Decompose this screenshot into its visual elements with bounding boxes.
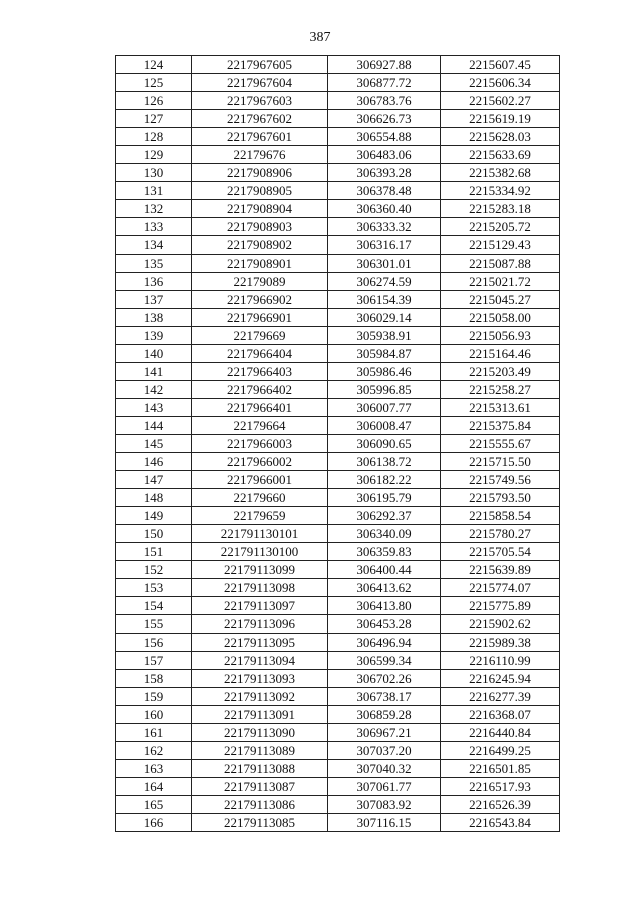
point-id-cell: 2217908904	[192, 200, 328, 218]
row-number-cell: 139	[116, 326, 192, 344]
x-coordinate-cell: 306340.09	[328, 525, 441, 543]
y-coordinate-cell: 2216526.39	[441, 795, 560, 813]
point-id-cell: 2217908902	[192, 236, 328, 254]
row-number-cell: 148	[116, 489, 192, 507]
y-coordinate-cell: 2215129.43	[441, 236, 560, 254]
table-row	[116, 669, 560, 687]
x-coordinate-cell: 306927.88	[328, 56, 441, 74]
y-coordinate-cell: 2215775.89	[441, 597, 560, 615]
y-coordinate-cell: 2215258.27	[441, 380, 560, 398]
point-id-cell: 2217966901	[192, 308, 328, 326]
point-id-cell: 2217908901	[192, 254, 328, 272]
table-row	[116, 272, 560, 290]
y-coordinate-cell: 2215334.92	[441, 182, 560, 200]
point-id-cell: 221791130101	[192, 525, 328, 543]
table-row	[116, 777, 560, 795]
row-number-cell: 146	[116, 453, 192, 471]
y-coordinate-cell: 2215705.54	[441, 543, 560, 561]
y-coordinate-cell: 2215633.69	[441, 146, 560, 164]
row-number-cell: 128	[116, 128, 192, 146]
row-number-cell: 131	[116, 182, 192, 200]
row-number-cell: 144	[116, 416, 192, 434]
row-number-cell: 149	[116, 507, 192, 525]
table-row	[116, 525, 560, 543]
table-row	[116, 416, 560, 434]
row-number-cell: 165	[116, 795, 192, 813]
row-number-cell: 132	[116, 200, 192, 218]
x-coordinate-cell: 306483.06	[328, 146, 441, 164]
table-row	[116, 579, 560, 597]
x-coordinate-cell: 306393.28	[328, 164, 441, 182]
y-coordinate-cell: 2215639.89	[441, 561, 560, 579]
x-coordinate-cell: 306626.73	[328, 110, 441, 128]
table-row	[116, 687, 560, 705]
y-coordinate-cell: 2216277.39	[441, 687, 560, 705]
x-coordinate-cell: 306877.72	[328, 74, 441, 92]
point-id-cell: 22179113086	[192, 795, 328, 813]
y-coordinate-cell: 2215058.00	[441, 308, 560, 326]
table-row	[116, 218, 560, 236]
y-coordinate-cell: 2215749.56	[441, 471, 560, 489]
coordinates-table	[115, 55, 560, 832]
row-number-cell: 127	[116, 110, 192, 128]
y-coordinate-cell: 2215602.27	[441, 92, 560, 110]
point-id-cell: 22179113094	[192, 651, 328, 669]
table-row	[116, 128, 560, 146]
table-row	[116, 182, 560, 200]
row-number-cell: 150	[116, 525, 192, 543]
y-coordinate-cell: 2216501.85	[441, 759, 560, 777]
y-coordinate-cell: 2216110.99	[441, 651, 560, 669]
table-row	[116, 110, 560, 128]
table-row	[116, 254, 560, 272]
y-coordinate-cell: 2215283.18	[441, 200, 560, 218]
y-coordinate-cell: 2215205.72	[441, 218, 560, 236]
table-row	[116, 236, 560, 254]
table-row	[116, 651, 560, 669]
row-number-cell: 134	[116, 236, 192, 254]
x-coordinate-cell: 307061.77	[328, 777, 441, 795]
y-coordinate-cell: 2215902.62	[441, 615, 560, 633]
row-number-cell: 156	[116, 633, 192, 651]
y-coordinate-cell: 2215774.07	[441, 579, 560, 597]
y-coordinate-cell: 2215375.84	[441, 416, 560, 434]
row-number-cell: 124	[116, 56, 192, 74]
y-coordinate-cell: 2215606.34	[441, 74, 560, 92]
x-coordinate-cell: 306182.22	[328, 471, 441, 489]
page-number: 387	[309, 30, 331, 45]
x-coordinate-cell: 306967.21	[328, 723, 441, 741]
x-coordinate-cell: 306702.26	[328, 669, 441, 687]
x-coordinate-cell: 307037.20	[328, 741, 441, 759]
row-number-cell: 161	[116, 723, 192, 741]
y-coordinate-cell: 2215555.67	[441, 434, 560, 452]
x-coordinate-cell: 306195.79	[328, 489, 441, 507]
y-coordinate-cell: 2215313.61	[441, 398, 560, 416]
y-coordinate-cell: 2215382.68	[441, 164, 560, 182]
point-id-cell: 2217908906	[192, 164, 328, 182]
y-coordinate-cell: 2216499.25	[441, 741, 560, 759]
point-id-cell: 22179659	[192, 507, 328, 525]
row-number-cell: 154	[116, 597, 192, 615]
point-id-cell: 2217967601	[192, 128, 328, 146]
y-coordinate-cell: 2215164.46	[441, 344, 560, 362]
table-row	[116, 344, 560, 362]
table-row	[116, 813, 560, 831]
point-id-cell: 22179113088	[192, 759, 328, 777]
row-number-cell: 141	[116, 362, 192, 380]
point-id-cell: 22179113095	[192, 633, 328, 651]
point-id-cell: 22179113091	[192, 705, 328, 723]
table-row	[116, 543, 560, 561]
x-coordinate-cell: 306090.65	[328, 434, 441, 452]
point-id-cell: 2217966002	[192, 453, 328, 471]
x-coordinate-cell: 306333.32	[328, 218, 441, 236]
point-id-cell: 22179113090	[192, 723, 328, 741]
table-row	[116, 615, 560, 633]
y-coordinate-cell: 2215056.93	[441, 326, 560, 344]
point-id-cell: 2217908905	[192, 182, 328, 200]
y-coordinate-cell: 2215087.88	[441, 254, 560, 272]
x-coordinate-cell: 306029.14	[328, 308, 441, 326]
row-number-cell: 145	[116, 434, 192, 452]
y-coordinate-cell: 2215858.54	[441, 507, 560, 525]
table-row	[116, 471, 560, 489]
point-id-cell: 2217966403	[192, 362, 328, 380]
y-coordinate-cell: 2215628.03	[441, 128, 560, 146]
x-coordinate-cell: 305986.46	[328, 362, 441, 380]
table-row	[116, 362, 560, 380]
table-body	[116, 56, 560, 832]
point-id-cell: 22179113099	[192, 561, 328, 579]
table-row	[116, 290, 560, 308]
x-coordinate-cell: 305984.87	[328, 344, 441, 362]
table-row	[116, 759, 560, 777]
row-number-cell: 164	[116, 777, 192, 795]
point-id-cell: 22179660	[192, 489, 328, 507]
x-coordinate-cell: 306413.62	[328, 579, 441, 597]
y-coordinate-cell: 2215045.27	[441, 290, 560, 308]
x-coordinate-cell: 306378.48	[328, 182, 441, 200]
x-coordinate-cell: 305996.85	[328, 380, 441, 398]
table-row	[116, 633, 560, 651]
table-row	[116, 164, 560, 182]
y-coordinate-cell: 2215619.19	[441, 110, 560, 128]
x-coordinate-cell: 306360.40	[328, 200, 441, 218]
y-coordinate-cell: 2215607.45	[441, 56, 560, 74]
point-id-cell: 2217967603	[192, 92, 328, 110]
row-number-cell: 140	[116, 344, 192, 362]
table-row	[116, 597, 560, 615]
table-row	[116, 146, 560, 164]
table-row	[116, 92, 560, 110]
y-coordinate-cell: 2215793.50	[441, 489, 560, 507]
table-row	[116, 705, 560, 723]
row-number-cell: 133	[116, 218, 192, 236]
row-number-cell: 155	[116, 615, 192, 633]
x-coordinate-cell: 307116.15	[328, 813, 441, 831]
table-row	[116, 561, 560, 579]
row-number-cell: 129	[116, 146, 192, 164]
x-coordinate-cell: 306274.59	[328, 272, 441, 290]
table-row	[116, 723, 560, 741]
point-id-cell: 2217966402	[192, 380, 328, 398]
point-id-cell: 2217966003	[192, 434, 328, 452]
x-coordinate-cell: 306859.28	[328, 705, 441, 723]
point-id-cell: 2217966902	[192, 290, 328, 308]
x-coordinate-cell: 306496.94	[328, 633, 441, 651]
x-coordinate-cell: 306292.37	[328, 507, 441, 525]
x-coordinate-cell: 306413.80	[328, 597, 441, 615]
y-coordinate-cell: 2215780.27	[441, 525, 560, 543]
row-number-cell: 157	[116, 651, 192, 669]
x-coordinate-cell: 306359.83	[328, 543, 441, 561]
point-id-cell: 22179113089	[192, 741, 328, 759]
row-number-cell: 152	[116, 561, 192, 579]
point-id-cell: 2217966001	[192, 471, 328, 489]
table-row	[116, 308, 560, 326]
y-coordinate-cell: 2216245.94	[441, 669, 560, 687]
y-coordinate-cell: 2216517.93	[441, 777, 560, 795]
row-number-cell: 137	[116, 290, 192, 308]
row-number-cell: 162	[116, 741, 192, 759]
point-id-cell: 2217967602	[192, 110, 328, 128]
y-coordinate-cell: 2216543.84	[441, 813, 560, 831]
y-coordinate-cell: 2215715.50	[441, 453, 560, 471]
table-row	[116, 398, 560, 416]
point-id-cell: 2217908903	[192, 218, 328, 236]
point-id-cell: 22179676	[192, 146, 328, 164]
y-coordinate-cell: 2215021.72	[441, 272, 560, 290]
x-coordinate-cell: 306453.28	[328, 615, 441, 633]
row-number-cell: 160	[116, 705, 192, 723]
table-row	[116, 56, 560, 74]
x-coordinate-cell: 306400.44	[328, 561, 441, 579]
table-row	[116, 326, 560, 344]
point-id-cell: 2217967604	[192, 74, 328, 92]
x-coordinate-cell: 306316.17	[328, 236, 441, 254]
table-row	[116, 380, 560, 398]
x-coordinate-cell: 306554.88	[328, 128, 441, 146]
x-coordinate-cell: 307083.92	[328, 795, 441, 813]
table-row	[116, 741, 560, 759]
y-coordinate-cell: 2216368.07	[441, 705, 560, 723]
y-coordinate-cell: 2216440.84	[441, 723, 560, 741]
x-coordinate-cell: 306783.76	[328, 92, 441, 110]
point-id-cell: 22179113097	[192, 597, 328, 615]
y-coordinate-cell: 2215989.38	[441, 633, 560, 651]
y-coordinate-cell: 2215203.49	[441, 362, 560, 380]
row-number-cell: 143	[116, 398, 192, 416]
row-number-cell: 159	[116, 687, 192, 705]
x-coordinate-cell: 306738.17	[328, 687, 441, 705]
table-row	[116, 74, 560, 92]
x-coordinate-cell: 306301.01	[328, 254, 441, 272]
row-number-cell: 142	[116, 380, 192, 398]
point-id-cell: 2217966401	[192, 398, 328, 416]
point-id-cell: 22179113098	[192, 579, 328, 597]
point-id-cell: 2217966404	[192, 344, 328, 362]
x-coordinate-cell: 307040.32	[328, 759, 441, 777]
x-coordinate-cell: 306007.77	[328, 398, 441, 416]
table-row	[116, 507, 560, 525]
x-coordinate-cell: 306008.47	[328, 416, 441, 434]
point-id-cell: 22179089	[192, 272, 328, 290]
table-row	[116, 453, 560, 471]
row-number-cell: 153	[116, 579, 192, 597]
x-coordinate-cell: 306154.39	[328, 290, 441, 308]
table-row	[116, 434, 560, 452]
x-coordinate-cell: 305938.91	[328, 326, 441, 344]
row-number-cell: 147	[116, 471, 192, 489]
row-number-cell: 136	[116, 272, 192, 290]
table-row	[116, 200, 560, 218]
point-id-cell: 22179113093	[192, 669, 328, 687]
table-row	[116, 795, 560, 813]
x-coordinate-cell: 306599.34	[328, 651, 441, 669]
row-number-cell: 130	[116, 164, 192, 182]
row-number-cell: 135	[116, 254, 192, 272]
point-id-cell: 22179113087	[192, 777, 328, 795]
row-number-cell: 166	[116, 813, 192, 831]
point-id-cell: 22179113092	[192, 687, 328, 705]
row-number-cell: 138	[116, 308, 192, 326]
point-id-cell: 22179664	[192, 416, 328, 434]
point-id-cell: 22179113096	[192, 615, 328, 633]
table-row	[116, 489, 560, 507]
point-id-cell: 22179669	[192, 326, 328, 344]
x-coordinate-cell: 306138.72	[328, 453, 441, 471]
row-number-cell: 158	[116, 669, 192, 687]
row-number-cell: 126	[116, 92, 192, 110]
point-id-cell: 221791130100	[192, 543, 328, 561]
point-id-cell: 2217967605	[192, 56, 328, 74]
row-number-cell: 125	[116, 74, 192, 92]
row-number-cell: 151	[116, 543, 192, 561]
point-id-cell: 22179113085	[192, 813, 328, 831]
row-number-cell: 163	[116, 759, 192, 777]
